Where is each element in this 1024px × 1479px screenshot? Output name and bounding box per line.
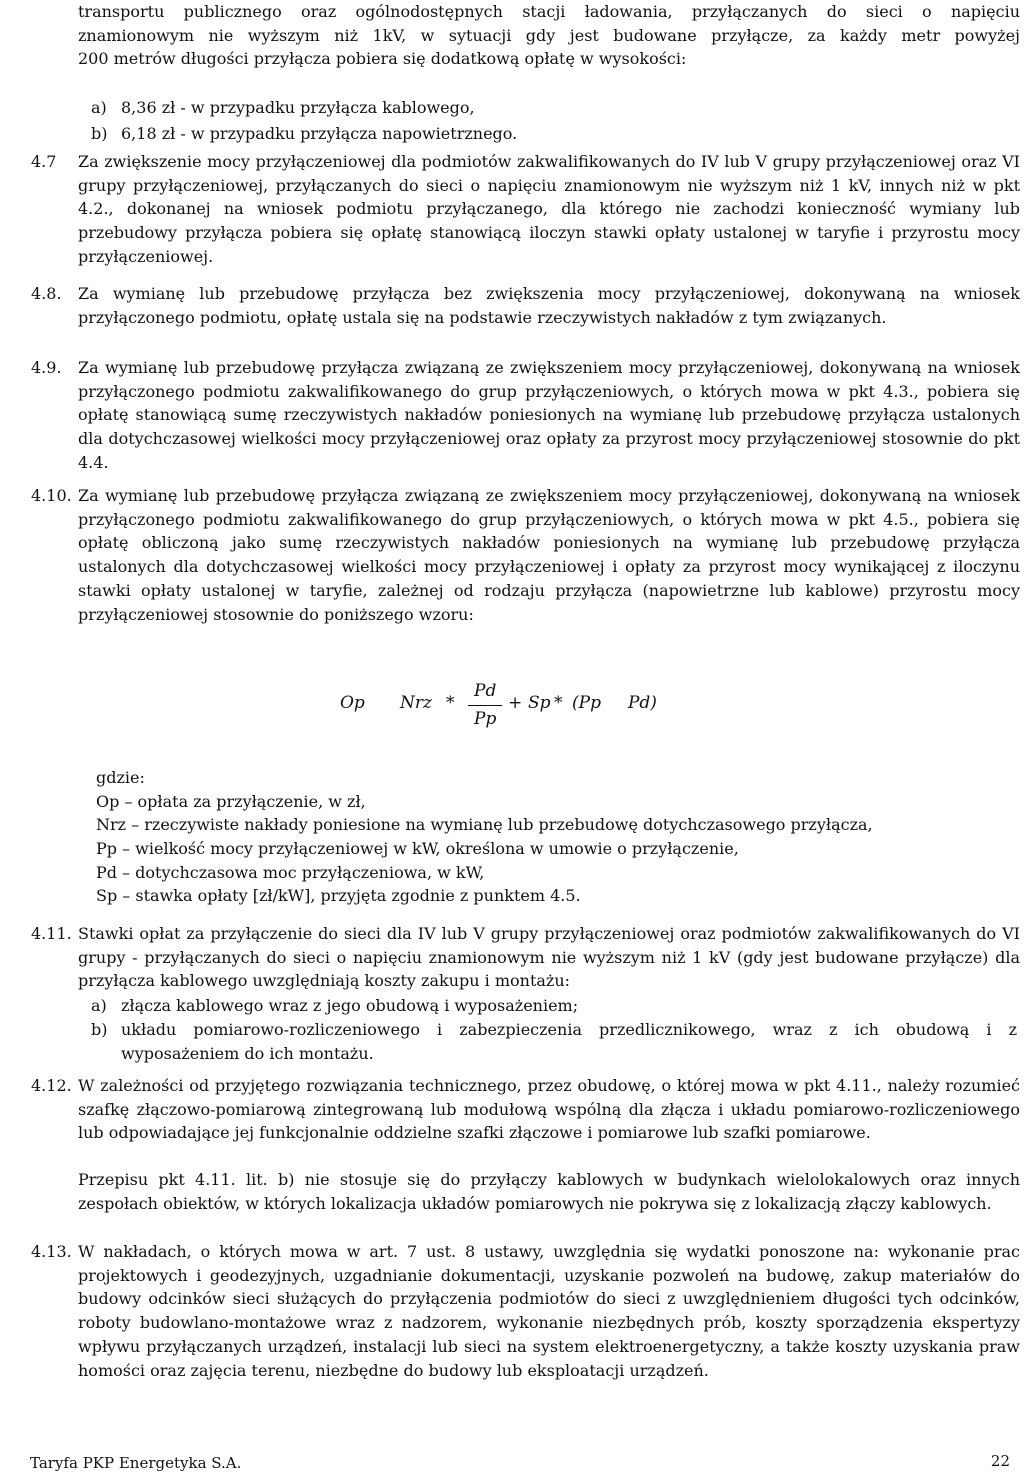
legend-item: Sp – stawka opłaty [zł/kW], przyjęta zgodnie z punktem 4.5.: [96, 886, 581, 906]
section-number: 4.12.: [31, 1076, 72, 1095]
formula-operator: *: [446, 693, 455, 713]
section-text: Za wymianę lub przebudowę przyłącza związaną ze zwiększeniem mocy przyłączeniowej, dokonywaną na wniosek przyłączonego podmiotu zakwalifikowanego do grup przyłączeniowych, o których mowa w pkt 4.5., pobiera się opłatę obliczoną jako sumę rzeczywistych nakładów poniesionych na wymianę lub przebudowę przyłącza ustalonych dla dotychczasowej wielkości mocy przyłączeniowej i opłaty za przyrost mocy wynikającej z iloczynu stawki opłaty ustalonej w taryfie, zależnej od rodzaju przyłącza (napowietrzne lub kablowe) przyrostu mocy przyłączeniowej stosownie do poniższego wzoru:: [78, 486, 1020, 624]
section-text: Za zwiększenie mocy przyłączeniowej dla podmiotów zakwalifikowanych do IV lub V grupy przyłączeniowej oraz VI grupy przyłączeniowej, przyłączanych do sieci o napięciu znamionowym nie wyższym niż 1 kV, innych niż w pkt 4.2., dokonanej na wniosek podmiotu przyłączanego, dla którego nie zachodzi konieczność wymiany lub przebudowy przyłącza pobiera się opłatę stanowiącą iloczyn stawki opłaty ustalonej w taryfie i przyrostu mocy przyłączeniowej.: [78, 152, 1020, 266]
formula-numerator: Pd: [474, 681, 497, 701]
list-label: a): [91, 996, 107, 1015]
section-text: Stawki opłat za przyłączenie do sieci dla IV lub V grupy przyłączeniowej oraz podmiotów zakwalifikowanych do VI grupy - przyłączanych do sieci o napięciu znamionowym nie wyższym niż 1 kV (gdy jest budowane przyłącze) dla przyłącza kablowego uwzględniają koszty zakupu i montażu:: [78, 924, 1020, 991]
intro-paragraph: [78, 0, 1020, 71]
formula-operator: +: [508, 693, 523, 713]
formula-operator: *: [554, 693, 563, 713]
formula-term: (Pp Pd): [572, 693, 657, 713]
intro-line: znamionowym nie wyższym niż 1kV, w sytuacji gdy jest budowane przyłącze, za każdy metr powyżej: [78, 25, 1020, 45]
section-text: Przepisu pkt 4.11. lit. b) nie stosuje się do przyłączy kablowych w budynkach wielolokalowych oraz innych zespołach obiektów, w których lokalizacja układów pomiarowych nie pokrywa się z lokalizacją złączy kablowych.: [78, 1170, 1020, 1213]
intro-item-text: 6,18 zł - w przypadku przyłącza napowietrznego.: [121, 124, 518, 143]
formula-term: Nrz: [400, 693, 432, 713]
formula-legend: [96, 766, 1016, 908]
formula: [340, 672, 700, 742]
section-number: 4.9.: [31, 358, 62, 377]
page-number: 22: [990, 1452, 1010, 1470]
legend-heading: gdzie:: [96, 768, 145, 787]
section-number: 4.13.: [31, 1242, 72, 1261]
formula-lhs: Op: [340, 693, 365, 713]
list-text: układu pomiarowo-rozliczeniowego i zabezpieczenia przedlicznikowego, wraz z ich obudową i z wyposażeniem do ich montażu.: [121, 1020, 1017, 1063]
footer-title: Taryfa PKP Energetyka S.A.: [30, 1454, 242, 1472]
section-text: Za wymianę lub przebudowę przyłącza bez zwiększenia mocy przyłączeniowej, dokonywaną na wniosek przyłączonego podmiotu, opłatę ustala się na podstawie rzeczywistych nakładów z tym związanych.: [78, 284, 1020, 327]
legend-item: Op – opłata za przyłączenie, w zł,: [96, 791, 366, 811]
section-text: Za wymianę lub przebudowę przyłącza związaną ze zwiększeniem mocy przyłączeniowej, dokonywaną na wniosek przyłączonego podmiotu zakwalifikowanego do grup przyłączeniowych, o których mowa w pkt 4.3., pobiera się opłatę stanowiącą sumę rzeczywistych nakładów poniesionych na wymianę lub przebudowę przyłącza ustalonych dla dotychczasowej wielkości mocy przyłączeniowej oraz opłaty za przyrost mocy przyłączeniowej stosownie do pkt 4.4.: [78, 358, 1020, 472]
section-number: 4.8.: [31, 284, 62, 303]
legend-item: Nrz – rzeczywiste nakłady poniesione na wymianę lub przebudowę dotychczasowego przyłącza,: [96, 815, 873, 835]
legend-item: Pd – dotychczasowa moc przyłączeniowa, w kW,: [96, 862, 485, 882]
intro-line: 200 metrów długości przyłącza pobiera się dodatkową opłatę w wysokości:: [78, 49, 687, 69]
formula-term: Sp: [528, 693, 551, 713]
fraction-bar: [468, 705, 502, 706]
legend-item: Pp – wielkość mocy przyłączeniowej w kW, określona w umowie o przyłączenie,: [96, 839, 739, 859]
section-text: W nakładach, o których mowa w art. 7 ust. 8 ustawy, uwzględnia się wydatki ponoszone na: wykonanie prac projektowych i geodezyjnych, uzgadnianie dokumentacji, uzyskanie pozwoleń na budowę, zakup materiałów do budowy odcinków sieci służących do przyłączenia podmiotów do sieci z uwzględnieniem długości tych odcinków, roboty budowlano-montażowe wraz z nadzorem, wykonanie niezbędnych prób, koszty sporządzenia ekspertyzy wpływu przyłączanych urządzeń, instalacji lub sieci na system elektroenergetyczny, a także koszty uzyskania praw homości oraz zajęcia terenu, niezbędne do budowy lub eksploatacji urządzeń.: [78, 1242, 1020, 1380]
section-text: W zależności od przyjętego rozwiązania technicznego, przez obudowę, o której mowa w pkt 4.11., należy rozumieć szafkę złączowo-pomiarową zintegrowaną lub modułową wspólną dla złącza i układu pomiarowo-rozliczeniowego lub odpowiadające jej funkcjonalnie oddzielne szafki złączowe i pomiarowe lub szafki pomiarowe.: [78, 1076, 1020, 1143]
section-number: 4.7: [31, 152, 57, 171]
section-number: 4.11.: [31, 924, 72, 943]
formula-denominator: Pp: [474, 709, 497, 729]
intro-line: transportu publicznego oraz ogólnodostępnych stacji ładowania, przyłączanych do sieci o napięciu: [78, 2, 1020, 21]
intro-item-label: a): [91, 98, 107, 117]
list-text: złącza kablowego wraz z jego obudową i wyposażeniem;: [121, 996, 579, 1015]
intro-item-label: b): [91, 124, 108, 143]
list-label: b): [91, 1020, 108, 1039]
section-number: 4.10.: [31, 486, 72, 505]
intro-item-text: 8,36 zł - w przypadku przyłącza kablowego,: [121, 98, 475, 117]
